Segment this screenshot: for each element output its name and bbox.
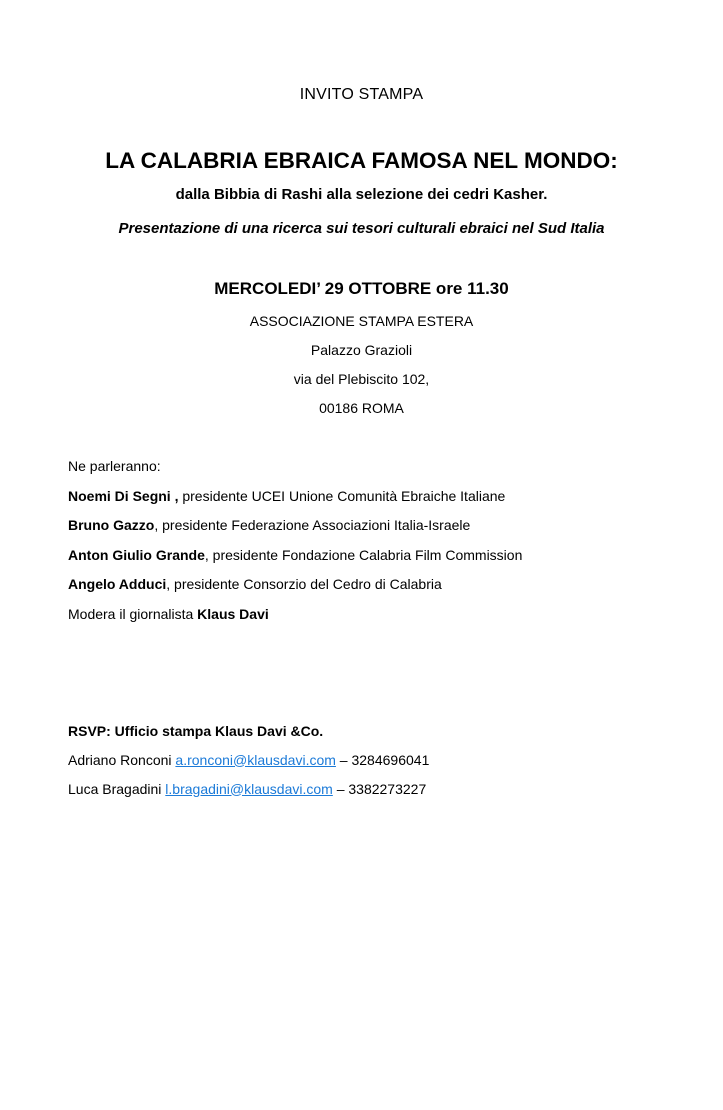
speaker-role: presidente UCEI Unione Comunità Ebraiche Italiane bbox=[178, 487, 506, 504]
event-street: via del Plebiscito 102, bbox=[293, 371, 430, 387]
speaker-line bbox=[68, 576, 655, 592]
event-city: 00186 ROMA bbox=[319, 400, 404, 416]
contact-phone: – 3284696041 bbox=[335, 751, 430, 768]
moderator-name: Klaus Davi bbox=[197, 605, 269, 622]
event-datetime: MERCOLEDI’ 29 OTTOBRE ore 11.30 bbox=[214, 279, 509, 298]
speaker-name: Bruno Gazzo bbox=[68, 517, 155, 533]
event-venue: ASSOCIAZIONE STAMPA ESTERA bbox=[249, 313, 474, 329]
document-kicker: INVITO STAMPA bbox=[299, 86, 424, 103]
contact-name: Luca Bragadini bbox=[68, 780, 166, 797]
speaker-role: , presidente Fondazione Calabria Film Commission bbox=[204, 546, 523, 563]
speaker-name: Noemi Di Segni , bbox=[68, 487, 179, 504]
document-tagline: Presentazione di una ricerca sui tesori culturali ebraici nel Sud Italia bbox=[118, 220, 605, 237]
rsvp-heading: RSVP: Ufficio stampa Klaus Davi &Co. bbox=[68, 722, 324, 739]
contact-email-link[interactable]: a.ronconi@klausdavi.com bbox=[175, 751, 336, 768]
press-invite-document bbox=[0, 86, 723, 1110]
speakers-intro: Ne parleranno: bbox=[68, 458, 161, 474]
moderator-prefix: Modera il giornalista bbox=[68, 605, 198, 622]
event-building: Palazzo Grazioli bbox=[310, 342, 413, 358]
moderator-line bbox=[68, 606, 655, 622]
speaker-name: Anton Giulio Grande bbox=[68, 546, 205, 563]
speaker-role: , presidente Federazione Associazioni Italia-Israele bbox=[154, 517, 471, 533]
speaker-line bbox=[68, 517, 655, 533]
speaker-name: Angelo Adduci bbox=[68, 576, 167, 592]
contact-line bbox=[68, 752, 655, 768]
contact-email-link[interactable]: l.bragadini@klausdavi.com bbox=[165, 780, 333, 797]
speaker-role: , presidente Consorzio del Cedro di Calabria bbox=[166, 576, 442, 592]
contact-phone: – 3382273227 bbox=[332, 780, 427, 797]
speaker-line bbox=[68, 547, 655, 563]
contact-line bbox=[68, 781, 655, 797]
document-title: LA CALABRIA EBRAICA FAMOSA NEL MONDO: bbox=[105, 148, 618, 173]
speaker-line bbox=[68, 488, 655, 504]
contact-name: Adriano Ronconi bbox=[68, 751, 176, 768]
document-subtitle: dalla Bibbia di Rashi alla selezione dei cedri Kasher. bbox=[175, 186, 548, 203]
